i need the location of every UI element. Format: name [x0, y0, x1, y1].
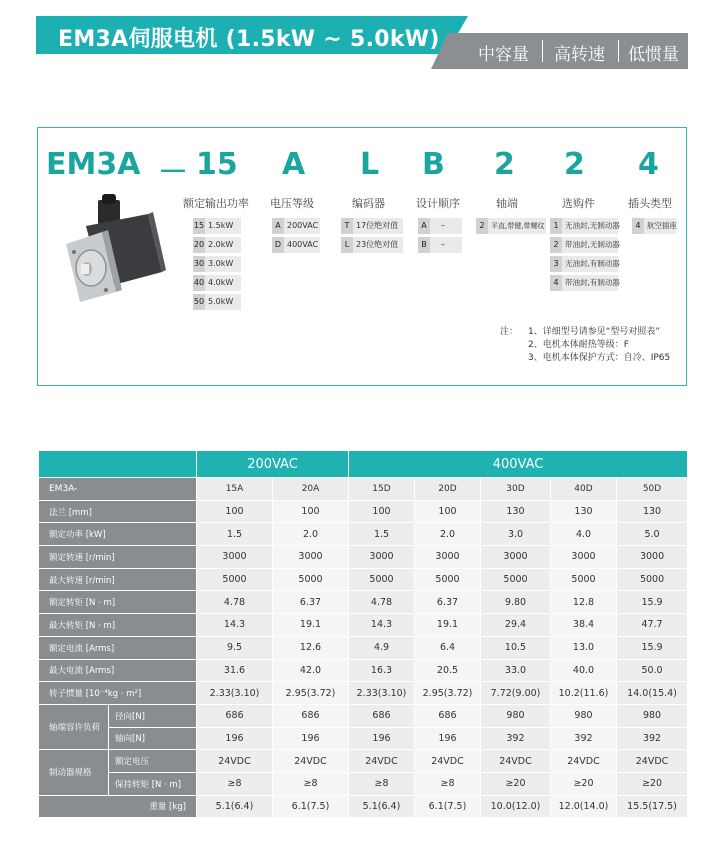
table-cell: 2.0: [273, 523, 349, 546]
table-row: [39, 682, 688, 705]
title-banner: [36, 16, 446, 54]
table-row: [39, 795, 688, 818]
table-cell: 3000: [617, 546, 688, 569]
table-cell: 1.5: [349, 523, 415, 546]
table-cell: 6.1(7.5): [415, 795, 481, 818]
row-label: 最大电流 [Arms]: [39, 659, 197, 682]
note-item: 2、电机本体耐热等级：F: [528, 340, 629, 350]
row-label: 额定转速 [r/min]: [39, 546, 197, 569]
shaft-load-group-label: 轴端容许负荷: [39, 704, 109, 749]
table-row: [39, 546, 688, 569]
table-cell: 24VDC: [349, 750, 415, 773]
design-option-list: [418, 218, 462, 256]
encoder-option: L 23位绝对值: [341, 237, 403, 253]
table-cell: 100: [273, 500, 349, 523]
row-sublabel: 额定电压: [109, 750, 197, 773]
power-option: 20 2.0kW: [193, 237, 241, 253]
table-cell: 47.7: [617, 614, 688, 637]
encoder-option: T 17位绝对值: [341, 218, 403, 234]
table-cell: 38.4: [551, 614, 617, 637]
table-cell: 196: [349, 727, 415, 750]
table-cell: 2.0: [415, 523, 481, 546]
table-cell: 100: [415, 500, 481, 523]
design-option: B –: [418, 237, 462, 253]
table-cell: 2.95(3.72): [273, 682, 349, 705]
table-cell: ≥20: [617, 772, 688, 795]
shaft-option: 2 平直,带键,带螺纹: [476, 218, 546, 234]
table-cell: 3000: [273, 546, 349, 569]
accessory-option: 2 带油封,无制动器: [550, 237, 618, 253]
label-voltage: 电压等级: [270, 197, 314, 210]
model-20d: 20D: [415, 478, 481, 501]
table-cell: 5.1(6.4): [197, 795, 273, 818]
table-cell: 24VDC: [415, 750, 481, 773]
table-cell: 686: [273, 704, 349, 727]
table-row: [39, 750, 688, 773]
table-cell: ≥8: [415, 772, 481, 795]
table-cell: 196: [273, 727, 349, 750]
table-row: [39, 523, 688, 546]
table-row: [39, 704, 688, 727]
power-option: 15 1.5kW: [193, 218, 241, 234]
row-label: 转子惯量 [10⁻⁴kg · m²]: [39, 682, 197, 705]
table-cell: 196: [415, 727, 481, 750]
table-cell: 10.2(11.6): [551, 682, 617, 705]
table-cell: 980: [481, 704, 551, 727]
table-cell: 130: [551, 500, 617, 523]
table-cell: 14.0(15.4): [617, 682, 688, 705]
tag-low-inertia: 低惯量: [628, 45, 679, 65]
table-cell: 2.33(3.10): [197, 682, 273, 705]
brake-spec-group-label: 制动器规格: [39, 750, 109, 795]
table-cell: 5.0: [617, 523, 688, 546]
table-cell: 6.1(7.5): [273, 795, 349, 818]
corner-cell: [39, 451, 197, 478]
table-cell: 980: [617, 704, 688, 727]
table-row: [39, 727, 688, 750]
table-cell: 24VDC: [197, 750, 273, 773]
power-option-list: [193, 218, 241, 313]
code-design: B: [422, 147, 445, 182]
row-label: 额定转矩 [N · m]: [39, 591, 197, 614]
table-cell: 5000: [349, 568, 415, 591]
table-cell: 196: [197, 727, 273, 750]
model-prefix: EM3A-: [39, 478, 197, 501]
group-400vac: 400VAC: [349, 451, 688, 478]
table-cell: 392: [617, 727, 688, 750]
label-rated-power: 额定输出功率: [183, 197, 249, 210]
model-header-row: [39, 478, 688, 501]
table-cell: 14.3: [349, 614, 415, 637]
table-cell: 10.5: [481, 636, 551, 659]
model-30d: 30D: [481, 478, 551, 501]
power-option: 40 4.0kW: [193, 275, 241, 291]
table-cell: 10.0(12.0): [481, 795, 551, 818]
table-row: [39, 772, 688, 795]
table-cell: 5000: [415, 568, 481, 591]
plug-option-list: [632, 218, 676, 237]
table-row: [39, 614, 688, 637]
row-sublabel: 保持转矩 [N · m]: [109, 772, 197, 795]
label-plug: 插头类型: [628, 197, 672, 210]
table-cell: 12.0(14.0): [551, 795, 617, 818]
row-label: 额定功率 [kW]: [39, 523, 197, 546]
table-cell: 19.1: [273, 614, 349, 637]
tag-divider: [618, 40, 619, 62]
table-cell: 100: [349, 500, 415, 523]
table-row: [39, 568, 688, 591]
note-item: 1、详细型号请参见“型号对照表”: [528, 327, 661, 337]
model-15a: 15A: [197, 478, 273, 501]
model-50d: 50D: [617, 478, 688, 501]
voltage-option: A 200VAC: [272, 218, 320, 234]
code-plug: 4: [638, 147, 659, 182]
table-cell: 24VDC: [273, 750, 349, 773]
table-cell: 2.33(3.10): [349, 682, 415, 705]
table-row: [39, 591, 688, 614]
table-cell: 686: [197, 704, 273, 727]
shaft-option-list: [476, 218, 546, 237]
model-20a: 20A: [273, 478, 349, 501]
table-cell: 686: [349, 704, 415, 727]
table-cell: 7.72(9.00): [481, 682, 551, 705]
table-cell: 24VDC: [551, 750, 617, 773]
table-cell: 130: [617, 500, 688, 523]
voltage-option-list: [272, 218, 320, 256]
table-cell: 50.0: [617, 659, 688, 682]
page-title: EM3A伺服电机 (1.5kW ~ 5.0kW): [58, 27, 440, 52]
row-label-weight: 重量 [kg]: [39, 795, 197, 818]
table-cell: 4.9: [349, 636, 415, 659]
row-sublabel: 轴向[N]: [109, 727, 197, 750]
table-cell: 40.0: [551, 659, 617, 682]
servo-motor-image: [56, 192, 176, 304]
table-cell: 5000: [273, 568, 349, 591]
row-label: 最大转矩 [N · m]: [39, 614, 197, 637]
table-cell: 19.1: [415, 614, 481, 637]
tag-medium-capacity: 中容量: [478, 45, 529, 65]
table-cell: 5000: [617, 568, 688, 591]
table-cell: 9.5: [197, 636, 273, 659]
tag-high-speed: 高转速: [554, 45, 605, 65]
table-cell: 15.9: [617, 591, 688, 614]
table-cell: 4.78: [349, 591, 415, 614]
table-cell: 3000: [197, 546, 273, 569]
table-cell: 14.3: [197, 614, 273, 637]
table-cell: 33.0: [481, 659, 551, 682]
table-cell: 20.5: [415, 659, 481, 682]
table-cell: 3.0: [481, 523, 551, 546]
table-row: [39, 500, 688, 523]
table-cell: 5000: [551, 568, 617, 591]
table-cell: ≥8: [197, 772, 273, 795]
design-option: A –: [418, 218, 462, 234]
model-code-panel: [37, 127, 687, 386]
table-cell: 12.8: [551, 591, 617, 614]
code-accessory: 2: [564, 147, 585, 182]
group-200vac: 200VAC: [197, 451, 349, 478]
table-cell: 4.0: [551, 523, 617, 546]
row-label: 额定电流 [Arms]: [39, 636, 197, 659]
table-cell: 6.37: [415, 591, 481, 614]
table-cell: 6.4: [415, 636, 481, 659]
table-cell: 100: [197, 500, 273, 523]
code-series: EM3A: [46, 147, 141, 182]
table-cell: ≥8: [349, 772, 415, 795]
table-cell: 6.37: [273, 591, 349, 614]
table-row: [39, 636, 688, 659]
table-cell: 12.6: [273, 636, 349, 659]
label-encoder: 编码器: [352, 197, 385, 210]
table-cell: 42.0: [273, 659, 349, 682]
code-power: 15: [196, 147, 238, 182]
table-cell: 24VDC: [617, 750, 688, 773]
table-cell: 5000: [481, 568, 551, 591]
feature-tag-bar: [448, 33, 688, 69]
table-cell: 3000: [551, 546, 617, 569]
code-voltage: A: [282, 147, 306, 182]
spec-table: [38, 450, 688, 818]
table-cell: 13.0: [551, 636, 617, 659]
encoder-option-list: [341, 218, 403, 256]
table-cell: 392: [551, 727, 617, 750]
table-cell: ≥20: [551, 772, 617, 795]
table-cell: 15.9: [617, 636, 688, 659]
accessory-option-list: [550, 218, 618, 294]
row-sublabel: 径向[N]: [109, 704, 197, 727]
voltage-group-header: [39, 451, 688, 478]
note-item: 3、电机本体保护方式：自冷、IP65: [528, 353, 671, 363]
table-cell: ≥8: [273, 772, 349, 795]
accessory-option: 4 带油封,有制动器: [550, 275, 618, 291]
table-cell: 3000: [481, 546, 551, 569]
table-cell: 24VDC: [481, 750, 551, 773]
table-cell: 130: [481, 500, 551, 523]
model-15d: 15D: [349, 478, 415, 501]
power-option: 50 5.0kW: [193, 294, 241, 310]
table-cell: 31.6: [197, 659, 273, 682]
notes-prefix: 注：: [500, 327, 519, 337]
notes: [500, 326, 671, 365]
code-encoder: L: [360, 147, 380, 182]
table-cell: 3000: [349, 546, 415, 569]
table-cell: 5.1(6.4): [349, 795, 415, 818]
table-cell: 980: [551, 704, 617, 727]
power-option: 30 3.0kW: [193, 256, 241, 272]
tag-divider: [542, 40, 543, 62]
table-cell: 686: [415, 704, 481, 727]
code-shaft: 2: [494, 147, 515, 182]
accessory-option: 1 无油封,无制动器: [550, 218, 618, 234]
code-dash: －: [158, 155, 188, 190]
table-cell: 2.95(3.72): [415, 682, 481, 705]
label-accessory: 选购件: [562, 197, 595, 210]
table-cell: 392: [481, 727, 551, 750]
table-cell: 15.5(17.5): [617, 795, 688, 818]
plug-option: 4 航空插座: [632, 218, 676, 234]
voltage-option: D 400VAC: [272, 237, 320, 253]
table-row: [39, 659, 688, 682]
label-shaft: 轴端: [496, 197, 518, 210]
table-cell: 16.3: [349, 659, 415, 682]
table-cell: 1.5: [197, 523, 273, 546]
table-cell: 4.78: [197, 591, 273, 614]
table-cell: ≥20: [481, 772, 551, 795]
table-cell: 5000: [197, 568, 273, 591]
table-cell: 29.4: [481, 614, 551, 637]
table-cell: 3000: [415, 546, 481, 569]
table-cell: 9.80: [481, 591, 551, 614]
accessory-option: 3 无油封,有制动器: [550, 256, 618, 272]
label-design: 设计顺序: [416, 197, 460, 210]
model-40d: 40D: [551, 478, 617, 501]
row-label: 法兰 [mm]: [39, 500, 197, 523]
row-label: 最大转速 [r/min]: [39, 568, 197, 591]
